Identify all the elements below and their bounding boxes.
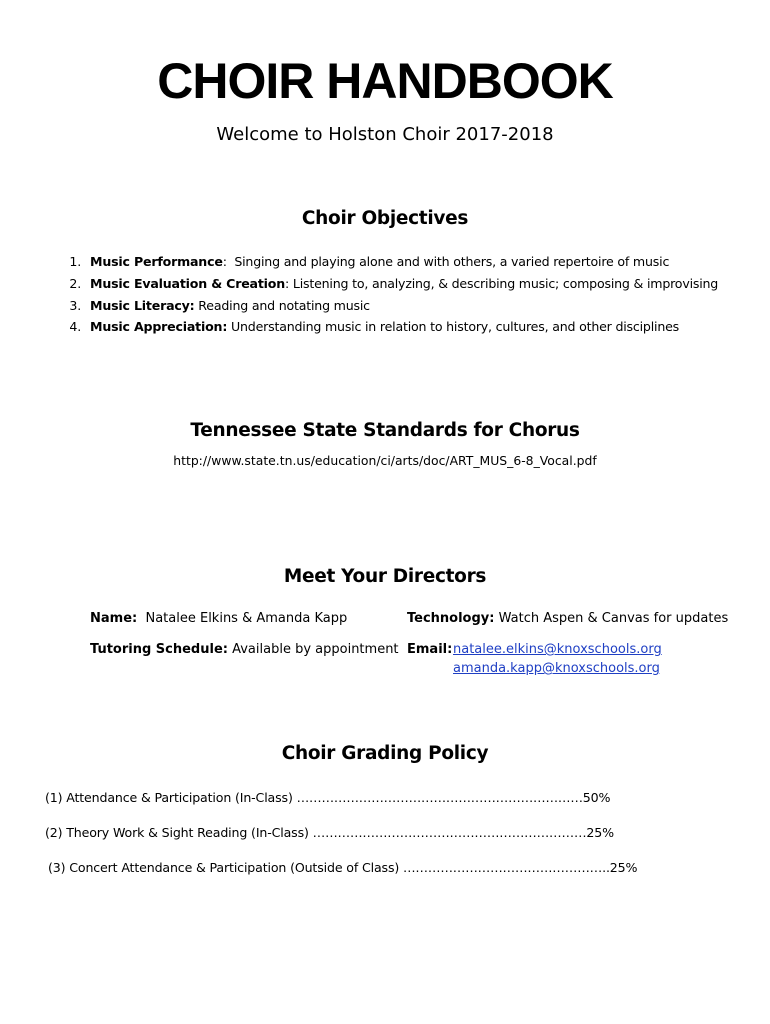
objective-text: Reading and notating music [198,298,370,313]
standards-url: http://www.state.tn.us/education/ci/arts/doc/ART_MUS_6-8_Vocal.pdf [173,453,597,468]
email-link-amanda[interactable]: amanda.kapp@knoxschools.org [453,661,660,676]
tutoring-value: Available by appointment [232,642,399,657]
name-value: Natalee Elkins & Amanda Kapp [145,611,348,626]
directors-heading: Meet Your Directors [283,566,487,587]
objective-label: Music Performance [90,254,223,269]
grading-label: (2) Theory Work & Sight Reading (In-Class) [45,825,309,840]
objective-number: 3. [69,298,81,313]
tutoring-label: Tutoring Schedule: [90,642,228,657]
technology-value: Watch Aspen & Canvas for updates [498,611,729,626]
objective-label: Music Appreciation: [90,319,228,334]
objective-number: 4. [69,319,81,334]
objective-label: Music Literacy: [90,298,195,313]
grading-leader: …………………………………………………………… [296,790,583,805]
technology-info [407,611,728,626]
grading-leader: ………………………………………………………… [312,825,587,840]
email-label: Email: [407,642,453,657]
grading-percent: 50% [582,790,611,805]
objective-label: Music Evaluation & Creation [90,276,286,291]
grading-percent: 25% [609,860,638,875]
technology-label: Technology: [407,611,495,626]
page-title: CHOIR HANDBOOK [157,53,613,109]
grading-heading: Choir Grading Policy [281,743,489,764]
standards-heading: Tennessee State Standards for Chorus [190,420,580,441]
objective-text: Understanding music in relation to history, cultures, and other disciplines [230,319,680,334]
director-names [90,611,347,626]
grading-item [45,825,614,840]
objective-number: 1. [69,254,81,269]
welcome-subtitle: Welcome to Holston Choir 2017-2018 [216,124,554,145]
grading-percent: 25% [586,825,614,840]
grading-label: (1) Attendance & Participation (In-Class) [45,790,293,805]
objective-text: Listening to, analyzing, & describing music; composing & improvising [292,276,719,291]
objectives-heading: Choir Objectives [301,208,469,229]
email-link-natalee[interactable]: natalee.elkins@knoxschools.org [453,642,662,657]
objective-number: 2. [69,276,81,291]
email-label-row [407,642,452,657]
grading-item [48,860,637,875]
name-label: Name: [90,611,138,626]
grading-item [45,790,610,805]
grading-leader: ………………………………………….. [402,860,610,875]
grading-label: (3) Concert Attendance & Participation (Outside of Class) [48,860,400,875]
tutoring-info [90,642,399,657]
objective-text: Singing and playing alone and with others, a varied repertoire of music [234,254,670,269]
